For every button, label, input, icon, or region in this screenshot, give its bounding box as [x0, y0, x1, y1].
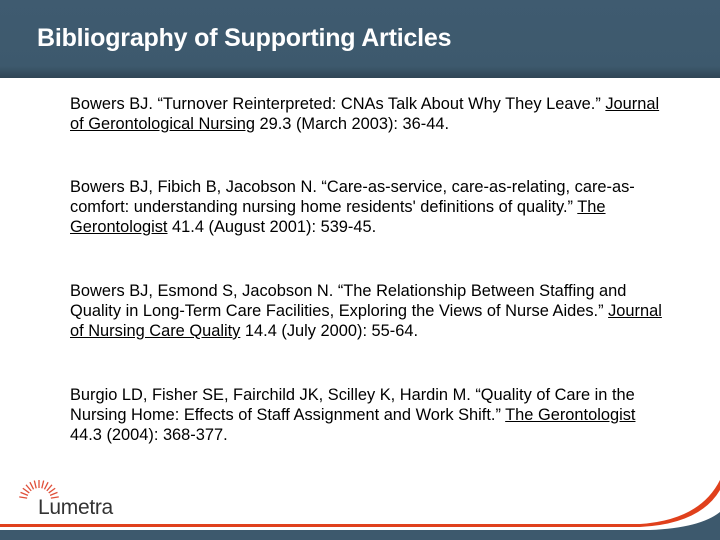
journal-name: Journal of Gerontological Nursing	[70, 95, 660, 133]
citation-details: 41.4 (August 2001): 539-45.	[167, 218, 377, 236]
journal-name: The Gerontologist	[505, 406, 636, 424]
footer-swoosh	[0, 450, 720, 540]
journal-name: Journal of Nursing Care Quality	[70, 302, 662, 340]
journal-name: The Gerontologist	[70, 198, 606, 236]
citation-text: Bowers BJ. “Turnover Reinterpreted: CNAs Talk About Why They Leave.”	[70, 95, 606, 113]
citation-4	[70, 385, 670, 445]
slide-header	[0, 0, 720, 78]
citation-details: 14.4 (July 2000): 55-64.	[240, 322, 419, 340]
citation-2	[70, 177, 670, 237]
citation-text: Burgio LD, Fisher SE, Fairchild JK, Scilley K, Hardin M. “Quality of Care in the Nursing Home: Effects of Staff Assignment and Work Shift.”	[70, 386, 635, 424]
slide-title: Bibliography of Supporting Articles	[37, 24, 452, 52]
citation-details: 29.3 (March 2003): 36-44.	[254, 115, 450, 133]
citation-text: Bowers BJ, Esmond S, Jacobson N. “The Relationship Between Staffing and Quality in Long-Term Care Facilities, Exploring the Views of Nurse Aides.”	[70, 282, 627, 320]
citation-details: 44.3 (2004): 368-377.	[70, 426, 228, 444]
logo-text: Lumetra	[38, 496, 113, 519]
citation-3	[70, 281, 670, 341]
citation-1	[70, 94, 670, 134]
citation-text: Bowers BJ, Fibich B, Jacobson N. “Care-as-service, care-as-relating, care-as-comfort: understanding nursing home residents' definitions of quality.”	[70, 178, 635, 216]
